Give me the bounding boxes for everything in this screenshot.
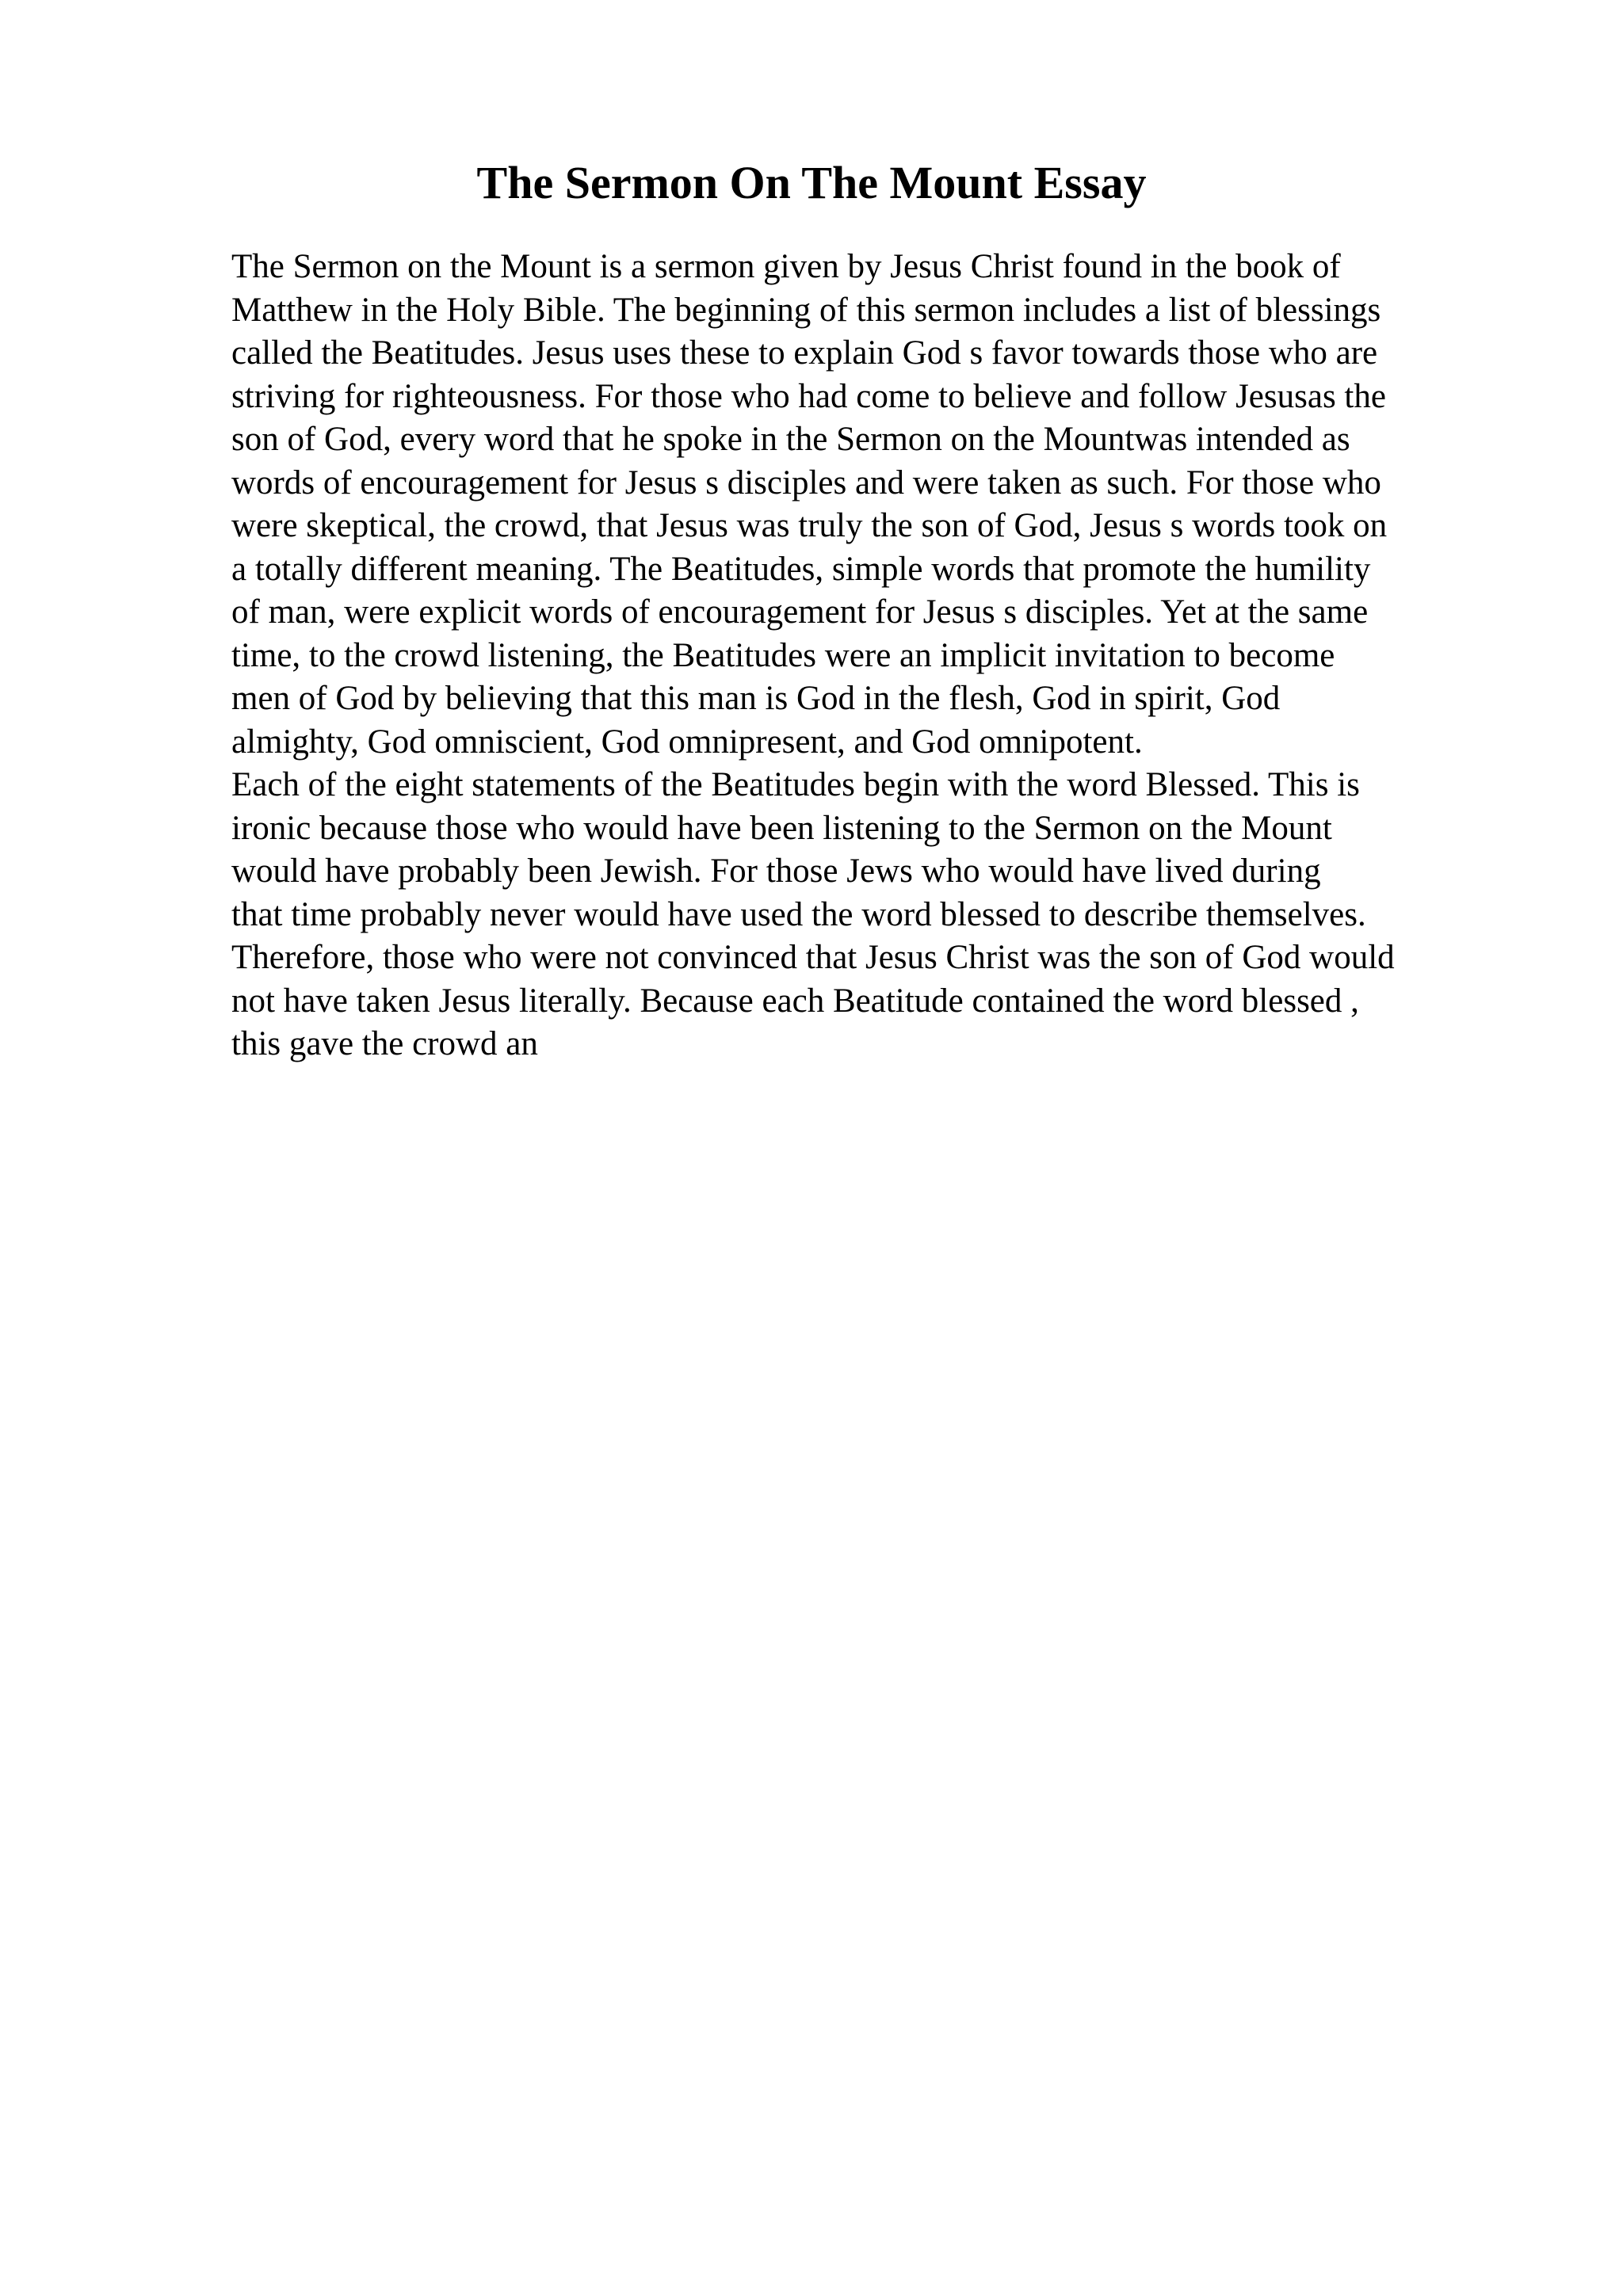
text-line: would have probably been Jewish. For those Jews who would have lived during [231,852,1321,890]
text-line: words of encouragement for Jesus s disciples and were taken as such. For those who [231,463,1381,502]
text-line: men of God by believing that this man is God in the flesh, God in spirit, God [231,680,1281,717]
text-line: son of God, every word that he spoke in the Sermon on the Mountwas intended as [231,421,1350,458]
text-line: called the Beatitudes. Jesus uses these to explain God s favor towards those who are [231,334,1378,372]
text-line: were skeptical, the crowd, that Jesus was truly the son of God, Jesus s words took on [231,507,1388,544]
text-line: time, to the crowd listening, the Beatitudes were an implicit invitation to become [231,636,1335,674]
text-line: Matthew in the Holy Bible. The beginning of this sermon includes a list of blessings [231,291,1381,329]
text-line: not have taken Jesus literally. Because each Beatitude contained the word blessed , [231,982,1359,1020]
text-line: of man, were explicit words of encouragement for Jesus s disciples. Yet at the same [231,593,1369,631]
document-title: The Sermon On The Mount Essay [476,157,1147,208]
text-line: The Sermon on the Mount is a sermon given by Jesus Christ found in the book of [231,248,1341,285]
text-line: a totally different meaning. The Beatitudes, simple words that promote the humility [231,550,1371,588]
text-line: Therefore, those who were not convinced that Jesus Christ was the son of God would [231,939,1395,976]
text-line: almighty, God omniscient, God omnipresent, and God omnipotent. [231,723,1143,761]
essay-body [231,246,1515,1066]
text-line: that time probably never would have used the word blessed to describe themselves. [231,895,1366,933]
text-line: ironic because those who would have been listening to the Sermon on the Mount [231,809,1332,847]
text-line: Each of the eight statements of the Beatitudes begin with the word Blessed. This is [231,766,1360,803]
text-line: striving for righteousness. For those who had come to believe and follow Jesusas the [231,377,1386,415]
text-line: this gave the crowd an [231,1025,538,1062]
